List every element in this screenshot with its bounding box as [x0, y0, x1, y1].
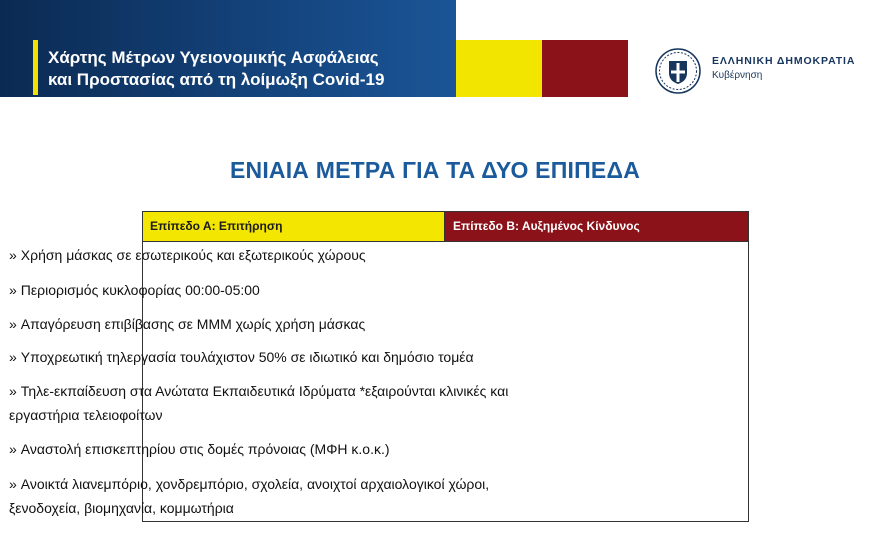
measure-text-continued: εργαστήρια τελειοφοίτων [9, 407, 163, 423]
measure-text: Ανοικτά λιανεμπόριο, χονδρεμπόριο, σχολεία, ανοιχτοί αρχαιολογικοί χώροι, [20, 476, 490, 492]
measure-text-continued: ξενοδοχεία, βιομηχανία, κομμωτήρια [9, 500, 234, 516]
greek-coat-of-arms-icon [655, 48, 701, 94]
measure-item-care-homes [9, 437, 599, 461]
level-a-header: Επίπεδο Α: Επιτήρηση [143, 212, 445, 241]
banner-accent-bar [33, 40, 38, 95]
bullet-icon: » [9, 282, 17, 298]
bullet-icon: » [9, 441, 17, 457]
bullet-icon: » [9, 316, 17, 332]
measure-item-public-transport [9, 312, 599, 336]
government-name: ΕΛΛΗΝΙΚΗ ΔΗΜΟΚΡΑΤΙΑ [712, 55, 856, 67]
measure-text: Τηλε-εκπαίδευση στα Ανώτατα Εκπαιδευτικά Ιδρύματα *εξαιρούνται κλινικές και [20, 383, 509, 399]
government-subtitle: Κυβέρνηση [712, 70, 763, 81]
bullet-icon: » [9, 383, 17, 399]
measure-item-tele-education [9, 379, 599, 427]
page-heading: ΕΝΙΑΙΑ ΜΕΤΡΑ ΓΙΑ ΤΑ ΔΥΟ ΕΠΙΠΕΔΑ [229, 157, 641, 183]
level-b-color-band [542, 40, 628, 97]
document-title-line1: Χάρτης Μέτρων Υγειονομικής Ασφάλειας [48, 48, 379, 67]
bullet-icon: » [9, 349, 17, 365]
measure-item-curfew [9, 278, 599, 302]
header-divider [143, 241, 748, 242]
measure-item-telework [9, 345, 599, 369]
bullet-icon: » [9, 247, 17, 263]
document-title-line2: και Προστασίας από τη λοίμωξη Covid-19 [48, 70, 385, 89]
bullet-icon: » [9, 476, 17, 492]
measure-item-mask-use [9, 243, 599, 267]
measure-text: Υποχρεωτική τηλεργασία τουλάχιστον 50% σε ιδιωτικό και δημόσιο τομέα [20, 349, 474, 365]
measure-text: Αναστολή επισκεπτηρίου στις δομές πρόνοιας (ΜΦΗ κ.ο.κ.) [20, 441, 390, 457]
measure-item-open-businesses [9, 472, 599, 520]
measure-text: Χρήση μάσκας σε εσωτερικούς και εξωτερικούς χώρους [20, 247, 366, 263]
level-b-header: Επίπεδο Β: Αυξημένος Κίνδυνος [445, 212, 748, 241]
document-title [48, 47, 453, 91]
measure-text: Απαγόρευση επιβίβασης σε ΜΜΜ χωρίς χρήση μάσκας [20, 316, 366, 332]
measure-text: Περιορισμός κυκλοφορίας 00:00-05:00 [20, 282, 260, 298]
level-a-color-band [456, 40, 542, 97]
